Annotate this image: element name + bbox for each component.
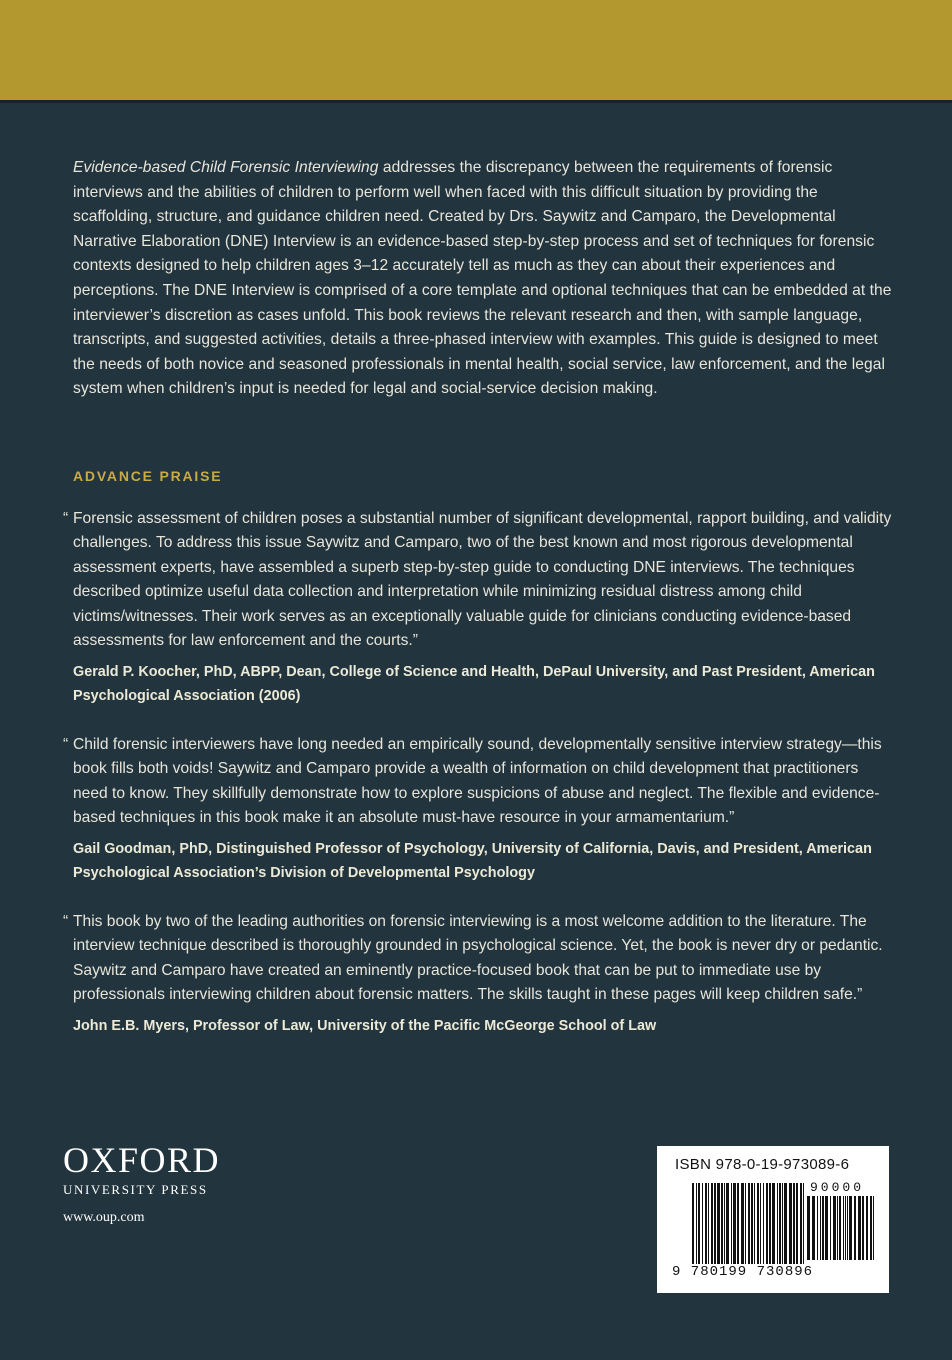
barcode-bar <box>807 1196 810 1260</box>
barcode-bar <box>711 1183 713 1267</box>
barcode-bar <box>833 1196 836 1260</box>
open-quote-mark: “ <box>63 735 69 753</box>
barcode-bar <box>784 1183 787 1267</box>
barcode-bar <box>766 1183 768 1267</box>
praise-quote-goodman <box>63 733 895 886</box>
barcode-bar <box>866 1196 868 1260</box>
praise-quote-koocher <box>63 507 895 709</box>
barcode-bar <box>812 1196 815 1260</box>
top-color-band <box>0 0 952 102</box>
open-quote-mark: “ <box>63 509 69 527</box>
barcode-bar <box>692 1183 694 1267</box>
barcode-bar <box>777 1183 778 1267</box>
book-title-italic: Evidence-based Child Forensic Interviewing <box>73 159 379 176</box>
barcode-bar <box>825 1196 828 1260</box>
barcode-bar <box>733 1183 736 1267</box>
barcode-bar <box>858 1196 861 1260</box>
publisher-subname: UNIVERSITY PRESS <box>63 1182 208 1197</box>
book-description-text: addresses the discrepancy between the requirements of forensic interviews and the abilities of children to perform well when faced with this difficult situation by providing the scaffolding, structure, and guidance children need. Created by Drs. Saywitz and Camparo, the Developmental Narrative Elaboration (DNE) Interview is an evidence-based step-by-step process and set of techniques for forensic contexts designed to help children ages 3–12 accurately tell as much as they can about their experiences and perceptions. The DNE Interview is comprised of a core template and optional techniques that can be embedded at the interviewer’s discretion as cases unfold. This book reviews the relevant research and then, with sample language, transcripts, and suggested activities, details a three-phased interview with examples. This guide is designed to meet the needs of both novice and seasoned professionals in mental health, social service, law enforcement, and the legal system when children’s input is needed for legal and social-service decision making. <box>73 159 892 398</box>
isbn-barcode-box <box>657 1146 889 1293</box>
top-band-divider <box>0 100 952 103</box>
barcode-bar <box>782 1183 783 1267</box>
barcode-bar <box>757 1183 759 1267</box>
barcode-bar <box>837 1196 838 1260</box>
barcode-bar <box>754 1183 755 1267</box>
publisher-website: www.oup.com <box>63 1210 145 1225</box>
barcode-bar <box>789 1183 792 1267</box>
quote-attribution: Gail Goodman, PhD, Distinguished Professor of Psychology, University of California, Davis, and President, American Psychological Association’s Division of Developmental Psychology <box>73 840 872 882</box>
barcode-bar <box>839 1196 841 1260</box>
oxford-logo <box>63 1142 233 1198</box>
barcode-bar <box>702 1183 703 1267</box>
quote-text: Forensic assessment of children poses a substantial number of significant developmental, rapport building, and validity challenges. To address this issue Saywitz and Camparo, two of the best known and most rigorous developmental assessment experts, have assembled a superb step-by-step guide to conducting DNE interviews. The techniques described optimize useful data collection and interpretation while minimizing residual distress among child victims/witnesses. Their work serves as an exceptionally valuable guide for clinicians conducting evidence-based assessments for law enforcement and the courts.” <box>73 509 892 650</box>
barcode-bar <box>763 1183 764 1267</box>
barcode-bar <box>793 1183 795 1267</box>
praise-quote-myers <box>63 910 895 1039</box>
advance-praise-heading: ADVANCE PRAISE <box>73 467 223 484</box>
open-quote-mark: “ <box>63 912 69 930</box>
barcode-bar <box>779 1183 781 1267</box>
barcode-bar <box>820 1196 821 1260</box>
barcode-bar <box>745 1183 746 1267</box>
barcode-bar <box>731 1183 732 1267</box>
barcode-bar <box>796 1183 798 1267</box>
barcode-bar <box>849 1196 852 1260</box>
quote-text: Child forensic interviewers have long needed an empirically sound, developmentally sensitive interview strategy—this book fills both voids! Saywitz and Camparo provide a wealth of information on child development that practitioners need to know. They skillfully demonstrate how to explore suspicions of abuse and neglect. The flexible and evidence-based techniques in this book make it an absolute must-have resource in your armamentarium.” <box>73 735 882 827</box>
barcode-bar <box>737 1183 739 1267</box>
barcode-bar <box>873 1196 874 1260</box>
barcode-bar <box>696 1183 697 1267</box>
barcode-bar <box>714 1183 716 1267</box>
quote-text: This book by two of the leading authorities on forensic interviewing is a most welcome addition to the literature. The interview technique described is thoroughly grounded in psychological science. Yet, the book is never dry or pedantic. Saywitz and Camparo have created an eminently practice-focused book that can be put to immediate use by professionals interviewing children about forensic matters. The skills taught in these pages will keep children safe.” <box>73 912 883 1004</box>
barcode-bar <box>751 1183 753 1267</box>
addon-barcode-bars <box>807 1196 875 1260</box>
barcode-bar <box>772 1183 775 1267</box>
quote-attribution: John E.B. Myers, Professor of Law, University of the Pacific McGeorge School of Law <box>73 1017 657 1034</box>
barcode-bar <box>741 1183 744 1267</box>
barcode-bar <box>698 1183 700 1267</box>
price-addon-digits: 90000 <box>810 1180 865 1195</box>
barcode-bar <box>705 1183 707 1267</box>
barcode-bar <box>748 1183 750 1267</box>
barcode-bar <box>870 1196 872 1260</box>
barcode-bar <box>817 1196 818 1260</box>
barcode-bar <box>830 1196 831 1260</box>
barcode-bar <box>822 1196 824 1260</box>
barcode-bar <box>721 1183 723 1267</box>
back-cover-content <box>63 156 895 1038</box>
barcode-bar <box>708 1183 709 1267</box>
barcode-bar <box>845 1196 846 1260</box>
barcode-bar <box>800 1183 802 1267</box>
isbn-text: ISBN 978-0-19-973089-6 <box>675 1156 850 1173</box>
book-description <box>73 156 895 402</box>
barcode-bar <box>769 1183 771 1267</box>
barcode-bar <box>724 1183 725 1267</box>
barcode-digits: 9 780199 730896 <box>672 1264 814 1280</box>
barcode-bar <box>854 1196 856 1260</box>
quote-attribution: Gerald P. Koocher, PhD, ABPP, Dean, College of Science and Health, DePaul University, and Past President, American Psychological Association (2006) <box>73 663 875 705</box>
barcode-bars <box>692 1183 804 1267</box>
barcode-bar <box>847 1196 848 1260</box>
barcode-bar <box>862 1196 864 1260</box>
barcode-bar <box>726 1183 729 1267</box>
publisher-name: OXFORD <box>63 1140 221 1180</box>
barcode-bar <box>760 1183 761 1267</box>
barcode-bar <box>843 1196 844 1260</box>
barcode-bar <box>717 1183 720 1267</box>
barcode-bar <box>803 1183 804 1267</box>
